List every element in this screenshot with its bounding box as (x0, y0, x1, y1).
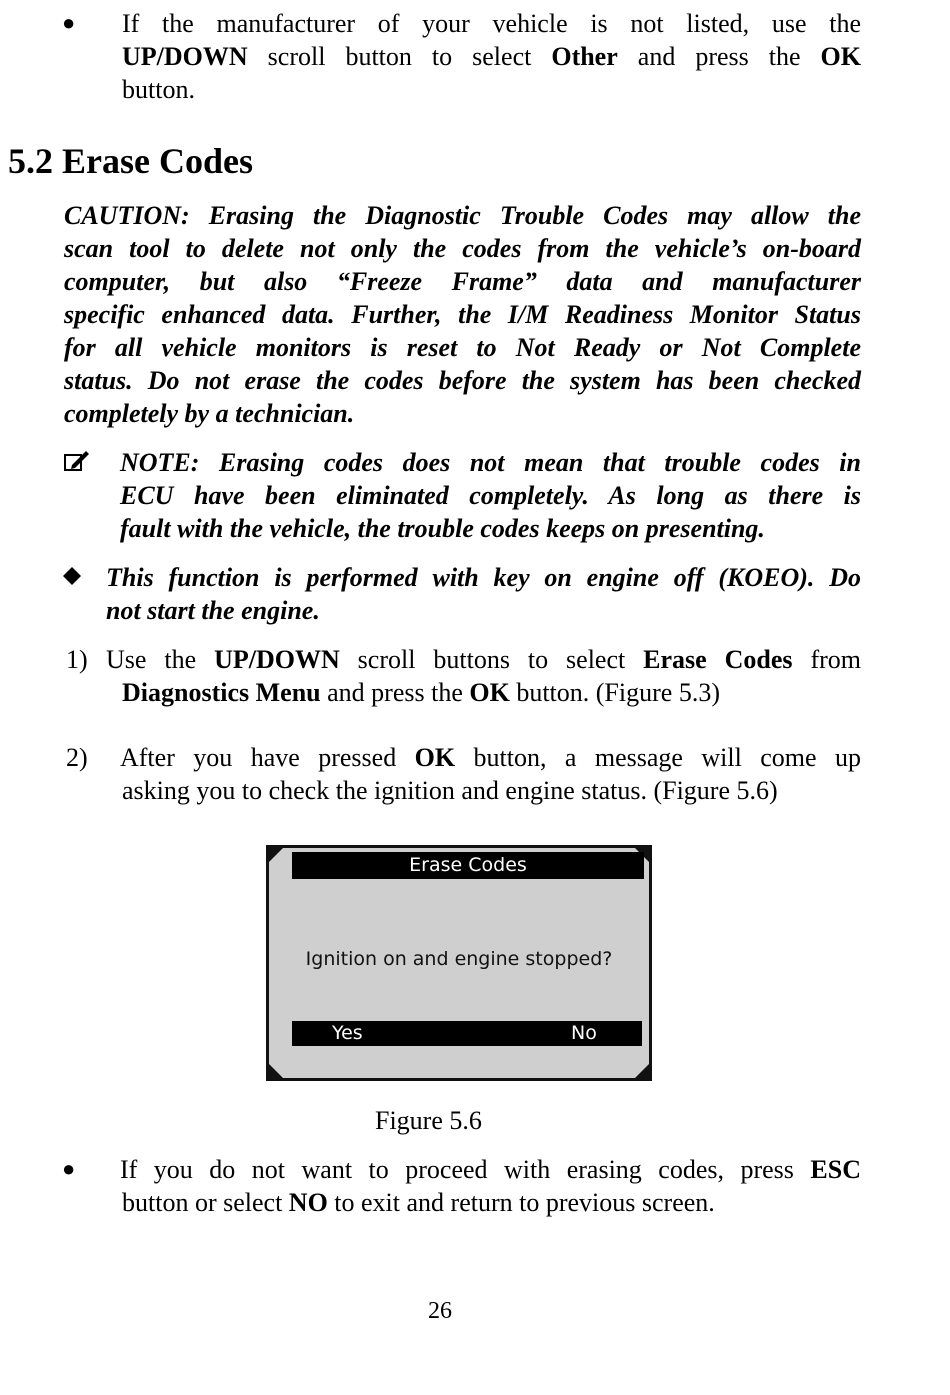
scan-tool-screen (266, 845, 652, 1081)
yes-button[interactable]: Yes (332, 1022, 363, 1044)
koeo-line: This function is performed with key on engine off (KOEO). Do (106, 563, 861, 592)
screen-corner-icon (635, 1064, 649, 1078)
caution-paragraph (64, 199, 861, 430)
ok-bold: OK (820, 42, 861, 71)
caution-line: computer, but also “Freeze Frame” data and manufacturer (64, 267, 861, 296)
caution-line: scan tool to delete not only the codes from the vehicle’s on-board (64, 234, 861, 263)
step2-number: 2) (66, 743, 88, 772)
note-line: fault with the vehicle, the trouble codes keeps on presenting. (120, 514, 765, 543)
bullet1-line1: If the manufacturer of your vehicle is not listed, use the (122, 9, 861, 38)
screen-button-bar (292, 1021, 642, 1046)
step2-line2: asking you to check the ignition and engine status. (Figure 5.6) (122, 776, 778, 805)
caution-line: for all vehicle monitors is reset to Not Ready or Not Complete (64, 333, 861, 362)
step1-number: 1) (66, 645, 88, 674)
caution-line: CAUTION: Erasing the Diagnostic Trouble Codes may allow the (64, 201, 861, 230)
figure-caption: Figure 5.6 (375, 1106, 482, 1135)
bullet2-line2: button or select NO to exit and return to previous screen. (122, 1188, 715, 1217)
bullet2-line1: If you do not want to proceed with erasing codes, press ESC (120, 1155, 861, 1184)
diamond-bullet-icon (62, 566, 82, 586)
updown-bold: UP/DOWN (122, 42, 248, 71)
step1-line1: Use the UP/DOWN scroll buttons to select Erase Codes from (106, 645, 862, 674)
note-line: NOTE: Erasing codes does not mean that trouble codes in (120, 448, 861, 477)
screen-corner-icon (269, 1064, 283, 1078)
page-number: 26 (428, 1298, 452, 1324)
caution-line: completely by a technician. (64, 399, 355, 428)
screen-message: Ignition on and engine stopped? (305, 948, 613, 970)
note-line: ECU have been eliminated completely. As long as there is (120, 481, 861, 510)
no-button[interactable]: No (571, 1022, 597, 1044)
section-heading: 5.2 Erase Codes (8, 141, 253, 181)
note-paragraph (120, 446, 861, 545)
screen-title: Erase Codes (292, 852, 644, 879)
bullet1-line2: UP/DOWN scroll button to select Other and press the OK (122, 42, 861, 71)
other-bold: Other (551, 42, 618, 71)
caution-line: status. Do not erase the codes before the system has been checked (64, 366, 861, 395)
bullet-dot: ● (62, 1156, 76, 1181)
koeo-line: not start the engine. (106, 596, 320, 625)
step2-line1: After you have pressed OK button, a message will come up (120, 743, 861, 772)
screen-corner-icon (269, 848, 283, 862)
step1-line2: Diagnostics Menu and press the OK button. (Figure 5.3) (122, 678, 720, 707)
bullet1-line3: button. (122, 75, 195, 104)
caution-line: specific enhanced data. Further, the I/M Readiness Monitor Status (64, 300, 861, 329)
pencil-note-icon (64, 449, 90, 471)
koeo-paragraph (106, 561, 861, 627)
bullet-dot: ● (62, 10, 76, 35)
